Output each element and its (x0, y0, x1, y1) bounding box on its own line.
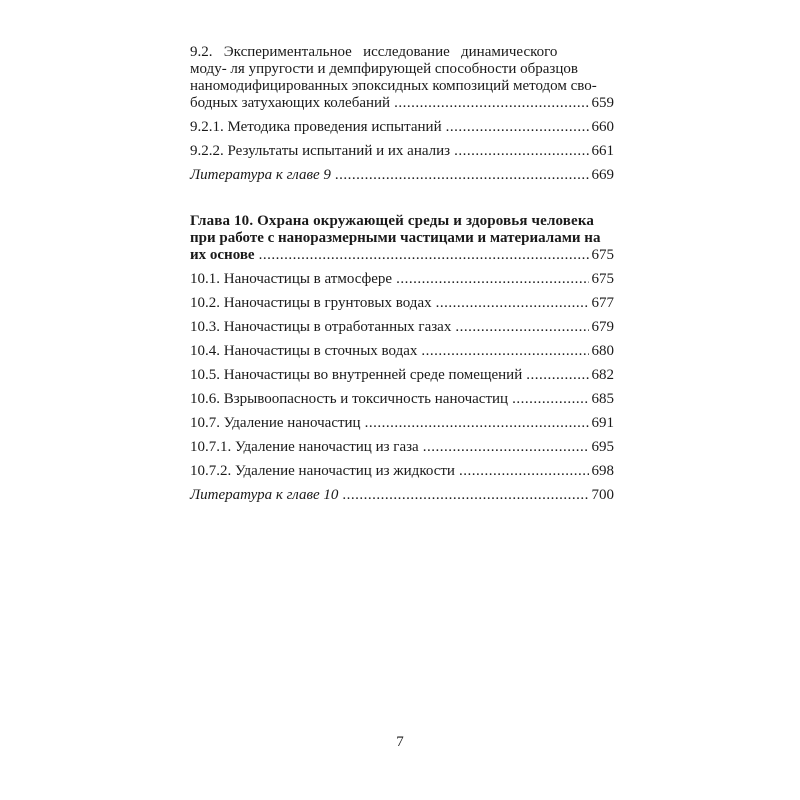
toc-chapter-10 (190, 213, 614, 264)
toc-entry-title: Литература к главе 9 (190, 167, 331, 183)
toc-entry-page: 660 (591, 119, 614, 135)
dot-leader (526, 367, 588, 384)
toc-entry-title: 10.4. Наночастицы в сточных водах (190, 343, 418, 359)
dot-leader (396, 271, 588, 288)
toc-entry (190, 343, 614, 360)
toc-entry-page: 698 (591, 463, 614, 479)
toc-entry-title: 9.2.1. Методика проведения испытаний (190, 119, 442, 135)
toc-entry (190, 295, 614, 312)
dot-leader (455, 319, 588, 336)
toc-entry (190, 367, 614, 384)
toc-chapter-10-page: 675 (591, 247, 614, 263)
toc-entry-title: 10.7. Удаление наночастиц (190, 415, 361, 431)
dot-leader (512, 391, 588, 408)
toc-entry-9-2-title-end: бодных затухающих колебаний (190, 95, 391, 111)
toc-entry-9-2-line-2: моду- ля упругости и демпфирующей способности образцов (190, 61, 578, 77)
dot-leader (446, 119, 589, 136)
toc-entry-title: 10.3. Наночастицы в отработанных газах (190, 319, 452, 335)
dot-leader (394, 95, 588, 112)
dot-leader (365, 415, 589, 432)
toc-entry-9-2 (190, 44, 614, 112)
toc-entry-title: 10.5. Наночастицы во внутренней среде помещений (190, 367, 523, 383)
toc-entry-page: 685 (591, 391, 614, 407)
toc-chapter-10-title-end: их основе (190, 247, 255, 263)
dot-leader (423, 439, 589, 456)
toc-entry (190, 319, 614, 336)
table-of-contents (190, 44, 614, 504)
toc-entry-page: 695 (591, 439, 614, 455)
toc-entry-page: 675 (591, 271, 614, 287)
toc-entry (190, 415, 614, 432)
toc-entry-9-2-line-4 (190, 95, 614, 112)
toc-chapter-10-line-3 (190, 247, 614, 264)
toc-entry-literature-ch9 (190, 167, 614, 184)
toc-entry (190, 271, 614, 288)
toc-entry-page: 661 (591, 143, 614, 159)
toc-chapter-10-line-1: Глава 10. Охрана окружающей среды и здоровья человека (190, 213, 595, 229)
toc-entry-9-2-page: 659 (591, 95, 614, 111)
dot-leader (436, 295, 589, 312)
toc-entry-page: 669 (591, 167, 614, 183)
toc-entry-literature-ch10 (190, 487, 614, 504)
toc-entry-title: 10.2. Наночастицы в грунтовых водах (190, 295, 432, 311)
toc-entry (190, 463, 614, 480)
dot-leader (335, 167, 589, 184)
toc-entry-title: 10.6. Взрывоопасность и токсичность наночастиц (190, 391, 509, 407)
toc-entry (190, 143, 614, 160)
toc-entry-9-2-line-1: 9.2. Экспериментальное исследование динамического (190, 44, 558, 60)
toc-chapter-10-line-2: при работе с наноразмерными частицами и материалами на (190, 230, 601, 246)
toc-entry-page: 682 (591, 367, 614, 383)
toc-entry-title: 10.7.2. Удаление наночастиц из жидкости (190, 463, 455, 479)
toc-entry (190, 439, 614, 456)
dot-leader (454, 143, 588, 160)
toc-entry-title: 9.2.2. Результаты испытаний и их анализ (190, 143, 451, 159)
toc-entry-title: 10.7.1. Удаление наночастиц из газа (190, 439, 419, 455)
toc-entry-title: 10.1. Наночастицы в атмосфере (190, 271, 393, 287)
toc-entry-9-2-line-3: наномодифицированных эпоксидных композиций методом сво- (190, 78, 597, 94)
toc-entry-page: 680 (591, 343, 614, 359)
dot-leader (342, 487, 588, 504)
toc-entry-page: 691 (591, 415, 614, 431)
page-number: 7 (396, 734, 404, 750)
toc-entry-page: 700 (591, 487, 614, 503)
toc-entry-page: 679 (591, 319, 614, 335)
toc-entry (190, 391, 614, 408)
dot-leader (259, 247, 589, 264)
toc-entry (190, 119, 614, 136)
dot-leader (459, 463, 589, 480)
toc-entry-page: 677 (591, 295, 614, 311)
toc-entry-title: Литература к главе 10 (190, 487, 339, 503)
dot-leader (421, 343, 588, 360)
